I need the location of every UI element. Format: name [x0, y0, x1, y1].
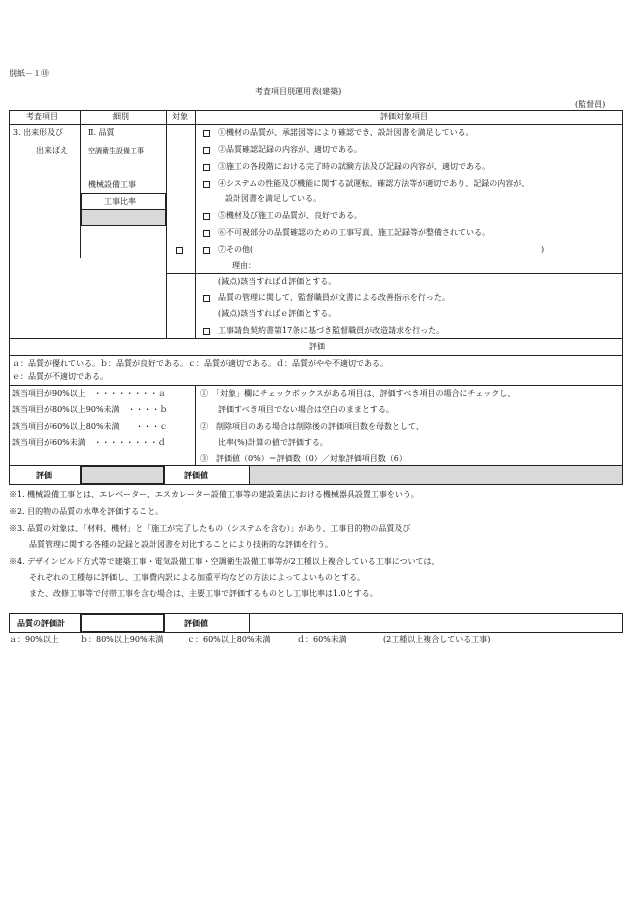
col-header-eval-items: 評価対象項目: [380, 112, 428, 121]
col-header-subitem: 細別: [113, 112, 129, 121]
note-3: ③ 評価値（0%）＝評価数（0）／対象評価項目数（6）: [200, 454, 407, 463]
checkbox-item-2[interactable]: [203, 146, 210, 155]
summary-legend-a: ａ：90%以上: [9, 635, 59, 644]
footnote-2: ※2. 目的物の品質の水準を評価すること。: [9, 507, 164, 516]
threshold-d: 該当項目が60%未満 ・・・・・・・・ｄ: [12, 438, 166, 447]
checkbox-item-5[interactable]: [203, 212, 210, 221]
col-header-item: 考査項目: [26, 112, 58, 121]
footnote-4-cont2: また、改修工事等で付帯工事を含む場合は、主要工事で評価するものとし工事比率は1.0とする。: [29, 589, 378, 598]
ratio-label-cell: [81, 193, 166, 210]
summary-eval-value-field[interactable]: [250, 614, 622, 632]
document-title: 考査項目別運用表(建築): [255, 87, 342, 96]
eval-label: 評価: [36, 470, 52, 480]
deduction-item-1: 品質の管理に関して、監督職員が文書による改善指示を行った。: [218, 293, 450, 302]
deduction-checkbox-1[interactable]: [203, 294, 210, 303]
check-item-6: ⑥不可視部分の品質確認のための工事写真、施工記録等が整備されている。: [218, 228, 490, 237]
note-2: ② 削除項目のある場合は削除後の評価項目数を母数として、: [200, 422, 424, 431]
category-label: 空調衛生設備工事: [88, 147, 144, 155]
eval-legend-1: ａ：品質が優れている。ｂ：品質が良好である。ｃ：品質が適切である。ｄ：品質がやや不適切である。: [12, 359, 388, 368]
deduction-note-d: (減点)該当すればｄ評価とする。: [218, 277, 337, 286]
summary-legend-c: ｃ：60%以上80%未満: [187, 635, 271, 644]
ratio-label: 工事比率: [104, 197, 136, 206]
eval-value-field[interactable]: [249, 466, 622, 484]
reason-label: 理由：: [232, 261, 256, 270]
deduction-item-2: 工事請負契約書第17条に基づき監督職員が改造請求を行った。: [218, 326, 445, 335]
check-item-3: ③施工の各段階における完了時の試験方法及び記録の内容が、適切である。: [218, 162, 490, 171]
item-label-2: 出来ばえ: [36, 146, 68, 155]
footnote-3-cont: 品質管理に関する各種の記録と設計図書を対比することにより技術的な評価を行う。: [29, 540, 333, 549]
eval-value-label: 評価値: [184, 470, 208, 480]
summary-eval-value-label: 評価値: [184, 618, 208, 628]
check-item-5: ⑤機材及び施工の品質が、良好である。: [218, 211, 362, 220]
document-id: 別紙－１⑩: [9, 69, 49, 78]
footnote-3: ※3. 品質の対象は、「材料、機材」と「施工が完了したもの（システムを含む）」があり、工事目的物の品質及び: [9, 524, 411, 533]
deduction-note-e: (減点)該当すればｅ評価とする。: [218, 309, 337, 318]
footnote-1: ※1. 機械設備工事とは、エレベーター、エスカレーター設備工事等の建設業法における機械器具設置工事をいう。: [9, 490, 419, 499]
checkbox-item-3[interactable]: [203, 163, 210, 172]
item-label-1: 3. 出来形及び: [13, 128, 64, 137]
check-item-4-cont: 設計図書を満足している。: [225, 194, 321, 203]
check-item-7-close: ): [541, 245, 545, 254]
subitem-label: Ⅱ. 品質: [88, 128, 115, 137]
summary-legend-b: ｂ：80%以上90%未満: [80, 635, 164, 644]
ratio-input[interactable]: [81, 209, 166, 226]
note-1-cont: 評価すべき項目でない場合は空白のままとする。: [218, 405, 394, 414]
role-label: (監督員): [575, 100, 606, 109]
checkbox-item-6[interactable]: [203, 229, 210, 238]
target-checkbox-7[interactable]: [176, 246, 183, 255]
check-item-1: ①機材の品質が、承諾図等により確認でき、設計図書を満足している。: [218, 128, 474, 137]
threshold-a: 該当項目が90%以上 ・・・・・・・・ａ: [12, 389, 166, 398]
checkbox-item-7[interactable]: [203, 246, 210, 255]
check-item-4: ④システムの性能及び機能に関する試運転、確認方法等が適切であり、記録の内容が、: [218, 179, 530, 188]
summary-legend-note: (2工種以上複合している工事): [383, 635, 491, 644]
quality-total-input[interactable]: [80, 613, 165, 633]
eval-input[interactable]: [80, 465, 165, 485]
category2-label: 機械設備工事: [88, 180, 136, 189]
checkbox-item-1[interactable]: [203, 129, 210, 138]
col-header-target: 対象: [172, 112, 188, 121]
summary-legend-d: ｄ：60%未満: [297, 635, 347, 644]
evaluation-header: 評価: [309, 342, 325, 351]
deduction-checkbox-2[interactable]: [203, 327, 210, 336]
checkbox-item-4[interactable]: [203, 180, 210, 189]
quality-total-label: 品質の評価計: [17, 618, 65, 628]
note-1: ① 「対象」欄にチェックボックスがある項目は、評価すべき項目の場合にチェックし、: [200, 389, 516, 398]
eval-legend-2: ｅ：品質が不適切である。: [12, 372, 108, 381]
note-2-cont: 比率(%)計算の値で評価する。: [218, 438, 328, 447]
check-item-7: ⑦その他(: [218, 245, 254, 254]
threshold-b: 該当項目が80%以上90%未満 ・・・・ｂ: [12, 405, 168, 414]
footnote-4: ※4. デザインビルド方式等で建築工事・電気設備工事・空調衛生設備工事等が2工種以上複合している工事については、: [9, 557, 440, 566]
threshold-c: 該当項目が60%以上80%未満 ・・・ｃ: [12, 422, 168, 431]
check-item-2: ②品質確認記録の内容が、適切である。: [218, 145, 362, 154]
footnote-4-cont: それぞれの工種毎に評価し、工事費内訳による加重平均などの方法によってよいものとする。: [29, 573, 365, 582]
